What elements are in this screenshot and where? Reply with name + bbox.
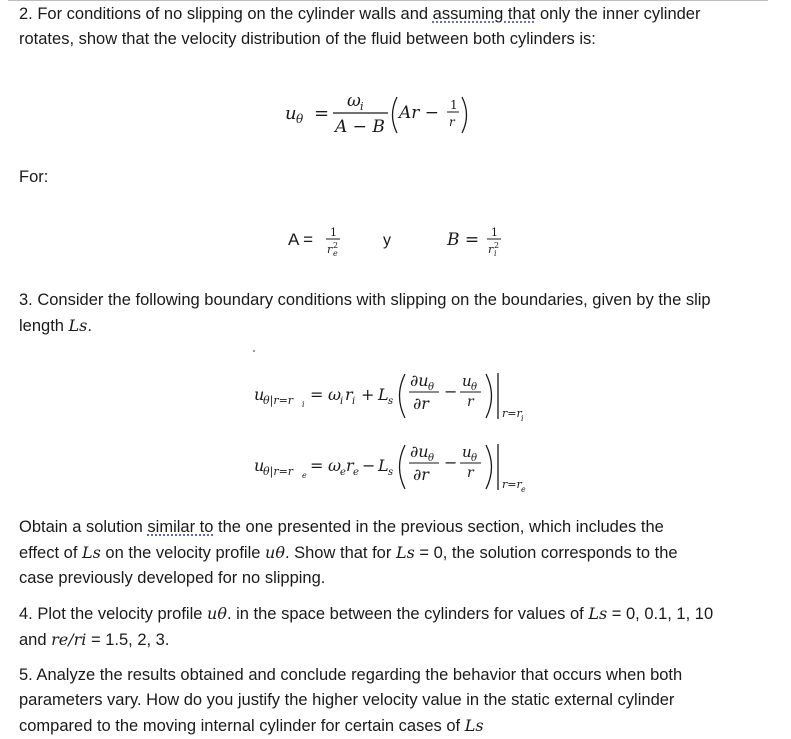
b-denominator-superscript: 2 [494, 241, 500, 250]
question-5 [19, 663, 771, 739]
svg-text:=: = [310, 385, 324, 404]
svg-text:i: i [352, 396, 356, 407]
obtain-line-1: Obtain a solution similar to the one presented in the previous section, which includes the [19, 518, 664, 536]
question-3-line-1: 3. Consider the following boundary conditions with slipping on the boundaries, given by the slip [19, 291, 711, 309]
obtain-line-2: effect of Ls on the velocity profile uθ. Show that for Ls = 0, the solution corresponds to the [19, 543, 678, 562]
svg-text:L: L [378, 456, 389, 475]
question-5-line-2: parameters vary. How do you justify the higher velocity value in the static external cylinder [19, 691, 675, 709]
one-over-r-numerator: 1 [450, 98, 458, 112]
svg-text:r=r: r=r [502, 407, 522, 420]
a-numerator: 1 [330, 226, 337, 239]
svg-text:θ|r=r: θ|r=r [263, 394, 294, 407]
svg-text:θ: θ [471, 382, 478, 393]
question-5-line-3: compared to the moving internal cylinder for certain cases of Ls [19, 716, 484, 735]
svg-text:ω: ω [328, 456, 342, 475]
svg-text:i: i [521, 414, 524, 423]
question-4-line-2: and re/ri = 1.5, 2, 3. [19, 630, 170, 649]
svg-text:+: + [361, 385, 375, 404]
svg-text:s: s [388, 467, 394, 478]
spelling-flag[interactable]: assuming that [432, 5, 536, 23]
svg-text:e: e [353, 467, 359, 478]
omega-subscript: i [360, 100, 364, 113]
a-equals: A = [288, 230, 314, 249]
svg-text:e: e [302, 471, 307, 480]
for-label: For: [19, 168, 49, 186]
svg-text:∂r: ∂r [413, 394, 429, 413]
b-numerator: 1 [491, 226, 498, 239]
svg-text:∂u: ∂u [410, 442, 429, 461]
svg-text:u: u [462, 372, 472, 390]
svg-text:∂u: ∂u [410, 371, 429, 390]
svg-text:ω: ω [328, 385, 342, 404]
a-denominator: r [327, 243, 333, 256]
b-equals: B = [447, 230, 480, 250]
svg-text:θ|r=r: θ|r=r [263, 465, 294, 478]
svg-text:u: u [462, 443, 472, 461]
svg-text:r=r: r=r [502, 478, 522, 491]
svg-text:i: i [302, 400, 305, 409]
svg-text:r: r [467, 465, 474, 481]
svg-text:r: r [346, 456, 354, 475]
inner-term: Ar − [399, 103, 440, 123]
obtain-paragraph [19, 515, 771, 591]
conjunction-y: y [383, 232, 391, 249]
question-5-line-1: 5. Analyze the results obtained and conclude regarding the behavior that occurs when both [19, 666, 683, 684]
fraction-denominator: A − B [335, 117, 385, 137]
spelling-flag[interactable]: similar to [147, 518, 214, 536]
svg-text:L: L [378, 385, 389, 404]
a-denominator-subscript: e [333, 249, 338, 258]
svg-text:r: r [345, 385, 353, 404]
svg-text:e: e [521, 485, 526, 494]
svg-text:−: − [444, 453, 458, 472]
omega-numerator: ω [347, 91, 361, 111]
b-denominator-subscript: i [494, 249, 497, 258]
svg-text:r: r [467, 394, 474, 410]
theta-subscript: θ [296, 112, 304, 126]
svg-text:θ: θ [428, 453, 435, 464]
svg-text:−: − [444, 382, 458, 401]
a-denominator-superscript: 2 [333, 241, 339, 250]
b-denominator: r [488, 243, 494, 256]
svg-text:∂r: ∂r [413, 465, 429, 484]
svg-text:=: = [310, 456, 324, 475]
svg-text:θ: θ [471, 453, 478, 464]
svg-text:e: e [340, 467, 346, 478]
svg-text:u: u [254, 456, 265, 475]
question-4 [19, 601, 771, 653]
question-3-line-2: length Ls. [19, 316, 92, 335]
question-4-line-1: 4. Plot the velocity profile uθ. in the space between the cylinders for values of Ls = 0, 0.1, 1, 10 [19, 604, 714, 623]
svg-text:θ: θ [428, 382, 435, 393]
svg-text:i: i [340, 396, 344, 407]
question-2-line-2: rotates, show that the velocity distribution of the fluid between both cylinders is: [19, 30, 596, 48]
equals-sign: = [314, 103, 330, 124]
question-2-line-1: 2. For conditions of no slipping on the cylinder walls and assuming that only the inner cylinder [19, 5, 701, 23]
one-over-r-denominator: r [449, 115, 455, 129]
bc2-left-paren [400, 445, 406, 489]
svg-text:s: s [388, 396, 394, 407]
bc2-right-paren [486, 445, 492, 489]
obtain-line-3: case previously developed for no slipping. [19, 569, 326, 587]
svg-text:u: u [254, 385, 265, 404]
svg-text:−: − [362, 456, 376, 475]
u-symbol: u [285, 103, 297, 124]
